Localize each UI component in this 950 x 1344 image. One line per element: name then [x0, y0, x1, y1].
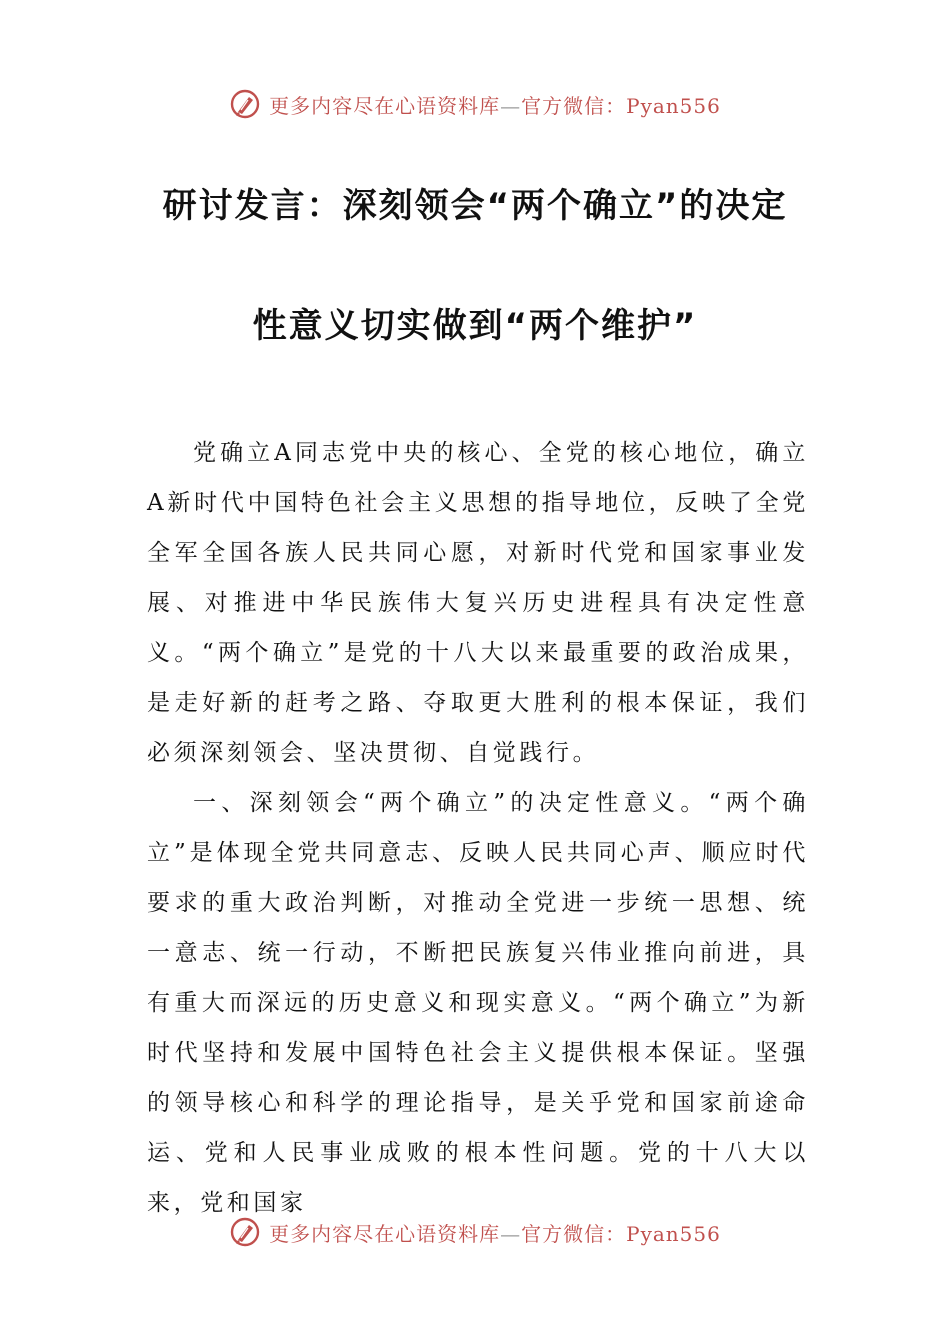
footer-watermark [0, 1212, 950, 1252]
pen-nib-logo-icon [229, 88, 261, 120]
document-title-line-1: 研讨发言：深刻领会“两个确立”的决定 [162, 186, 788, 226]
document-body [147, 428, 809, 1228]
pen-nib-logo-icon [229, 1216, 261, 1248]
paragraph: 党确立A同志党中央的核心、全党的核心地位，确立A新时代中国特色社会主义思想的指导地位，反映了全党全军全国各族人民共同心愿，对新时代党和国家事业发展、对推进中华民族伟大复兴历史进程具有决定性意义。“两个确立”是党的十八大以来最重要的政治成果，是走好新的赶考之路、夺取更大胜利的根本保证，我们必须深刻领会、坚决贯彻、自觉践行。 [147, 440, 809, 766]
watermark-text: 更多内容尽在心语资料库—官方微信：Pyan556 [269, 93, 721, 118]
paragraph: 一、深刻领会“两个确立”的决定性意义。“两个确立”是体现全党共同意志、反映人民共同心声、顺应时代要求的重大政治判断，对推动全党进一步统一思想、统一意志、统一行动，不断把民族复兴伟业推向前进，具有重大而深远的历史意义和现实意义。“两个确立”为新时代坚持和发展中国特色社会主义提供根本保证。坚强的领导核心和科学的理论指导，是关乎党和国家前途命运、党和人民事业成败的根本性问题。党的十八大以来，党和国家 [147, 790, 809, 1216]
header-watermark [0, 84, 950, 124]
watermark-text: 更多内容尽在心语资料库—官方微信：Pyan556 [269, 1221, 721, 1246]
document-title-line-2: 性意义切实做到“两个维护” [252, 306, 698, 346]
